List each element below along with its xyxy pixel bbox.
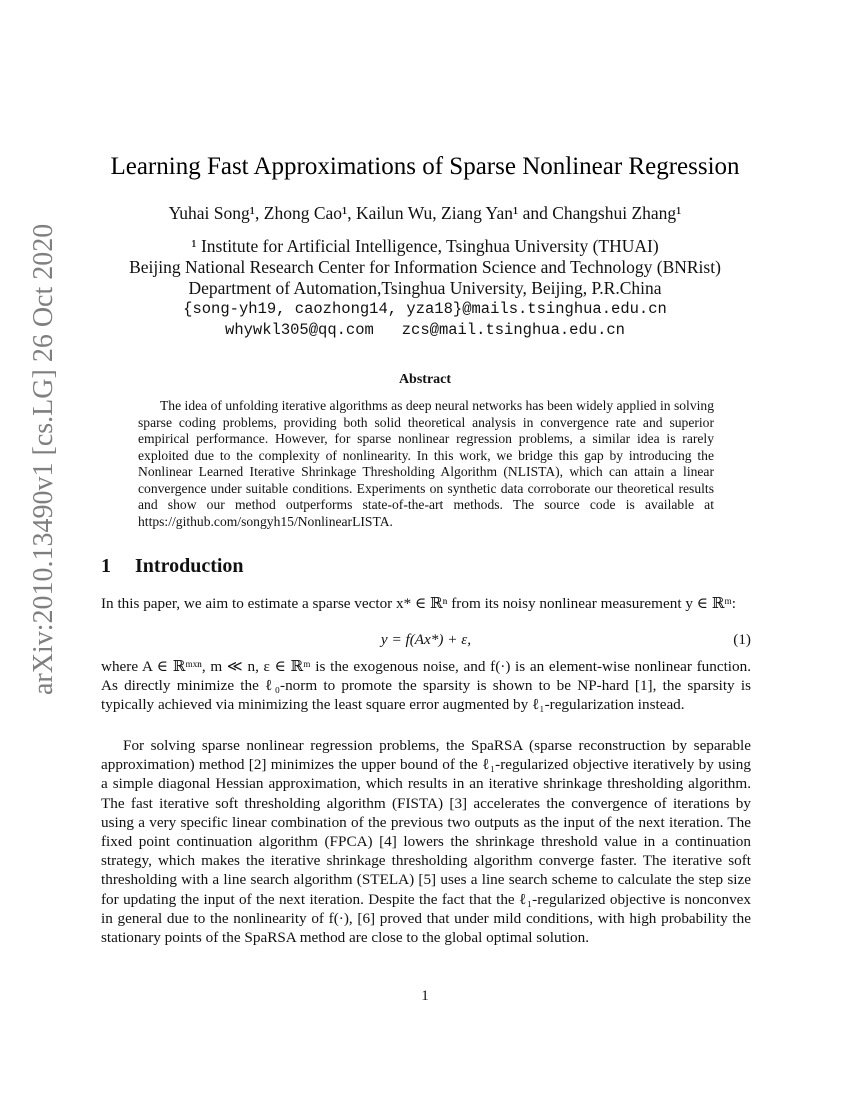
equation-body: y = f(Ax*) + ε, (380, 631, 472, 648)
abstract-text: The idea of unfolding iterative algorithms as deep neural networks has been widely applied in solving sparse coding problems, providing both solid theoretical analysis in convergence rate and superior empirical performance. However, for sparse nonlinear regression problems, a similar idea is rarely exploited due to the complexity of nonlinearity. In this work, we bridge this gap by introducing the Nonlinear Learned Iterative Shrinkage Thresholding Algorithm (NLISTA), which can attain a linear convergence under suitable conditions. Experiments on synthetic data corroborate our theoretical results and show our method outperforms state-of-the-art methods. The source code is available at https://github.com/songyh15/NonlinearLISTA. (138, 398, 714, 529)
affiliation-line-2: Beijing National Research Center for Information Science and Technology (BNRist) (129, 257, 721, 277)
affiliation-line-3: Department of Automation,Tsinghua University, Beijing, P.R.China (188, 278, 662, 298)
intro-paragraph-1: In this paper, we aim to estimate a sparse vector x* ∈ ℝⁿ from its noisy nonlinear measurement y ∈ ℝᵐ: (101, 595, 737, 612)
section-heading (101, 555, 244, 578)
email-line-2: whywkl305@qq.com zcs@mail.tsinghua.edu.cn (225, 321, 625, 339)
email-line-1: {song-yh19, caozhong14, yza18}@mails.tsinghua.edu.cn (183, 300, 667, 318)
section-number: 1 (101, 555, 111, 577)
arxiv-stamp (22, 223, 62, 710)
affiliations (0, 236, 850, 341)
intro-paragraph-3: For solving sparse nonlinear regression problems, the SpaRSA (sparse reconstruction by separable approximation) method [2] minimizes the upper bound of the ℓ₁-regularized objective iteratively by using a simple diagonal Hessian approximation, which results in an iterative shrinkage thresholding algorithm. The fast iterative soft thresholding algorithm (FISTA) [3] accelerates the convergence of iterations by using a very specific linear combination of the previous two outputs as the input of the next iteration. The fixed point continuation algorithm (FPCA) [4] lowers the shrinkage threshold value in a continuation strategy, which makes the iterative shrinkage thresholding algorithm converge faster. The iterative soft thresholding with a line search algorithm (STELA) [5] uses a line search scheme to calculate the step size for updating the input of the next iteration. Despite the fact that the ℓ₁-regularized objective is nonconvex in general due to the nonlinearity of f(·), [6] proved that under mild conditions, with high probability the stationary points of the SpaRSA method are close to the global optimal solution. (101, 737, 751, 947)
section-title: Introduction (135, 555, 244, 577)
arxiv-identifier: arXiv:2010.13490v1 [cs.LG] 26 Oct 2020 (28, 223, 59, 695)
intro-paragraph-2: where A ∈ ℝᵐˣⁿ, m ≪ n, ε ∈ ℝᵐ is the exogenous noise, and f(·) is an element-wise nonlinear function. As directly minimize the ℓ₀-norm to promote the sparsity is shown to be NP-hard [1], the sparsity is typically achieved via minimizing the least square error augmented by ℓ₁-regularization instead. (101, 658, 751, 714)
page-number: 1 (421, 988, 429, 1004)
equation-1 (101, 631, 751, 651)
abstract-heading: Abstract (398, 372, 452, 387)
author-list: Yuhai Song¹, Zhong Cao¹, Kailun Wu, Ziang Yan¹ and Changshui Zhang¹ (168, 203, 682, 223)
affiliation-line-1: ¹ Institute for Artificial Intelligence, Tsinghua University (THUAI) (191, 236, 659, 256)
paper-title: Learning Fast Approximations of Sparse Nonlinear Regression (110, 153, 740, 180)
equation-number: (1) (733, 631, 751, 648)
